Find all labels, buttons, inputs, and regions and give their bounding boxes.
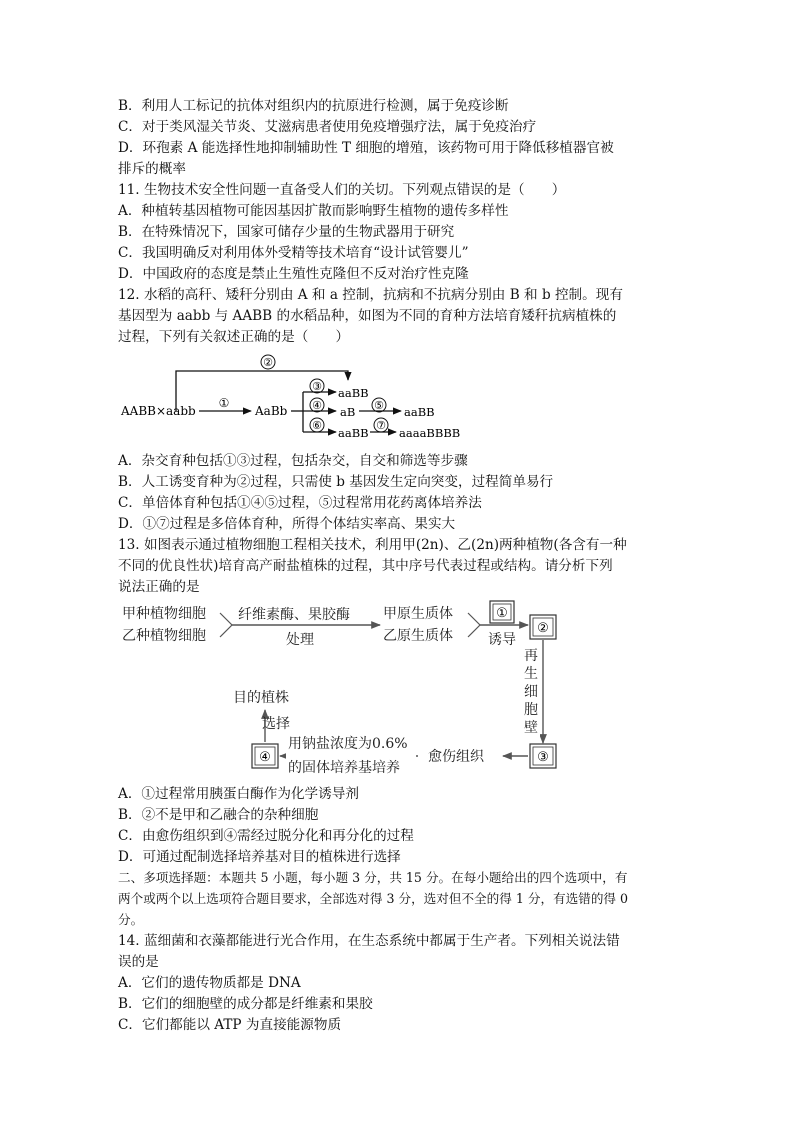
result-4: aB — [340, 405, 356, 419]
box-2: ② — [537, 621, 549, 636]
label-7: ⑦ — [376, 419, 386, 432]
cell-a-label: 甲种植物细胞 — [122, 606, 206, 622]
q12-option-d: D．①⑦过程是多倍体育种，所得个体结实率高、果实大 — [118, 516, 456, 532]
regen-char-2: 生 — [524, 666, 538, 682]
section2-line3: 分。 — [118, 912, 144, 927]
target-plant-label: 目的植株 — [233, 690, 289, 706]
result-7: aaaaBBBB — [399, 426, 461, 440]
enzyme-label: 纤维素酶、果胶酶 — [238, 607, 350, 623]
q14-stem-line2: 误的是 — [118, 954, 159, 970]
label-5: ⑤ — [374, 399, 384, 412]
q13-option-a: A．①过程常用胰蛋白酶作为化学诱导剂 — [118, 786, 359, 802]
result-3: aaBB — [338, 386, 369, 400]
q13-stem-line3: 说法正确的是 — [118, 579, 200, 595]
process-label: 处理 — [286, 632, 314, 648]
cell-b-label: 乙种植物细胞 — [122, 628, 206, 644]
regen-char-5: 壁 — [524, 720, 538, 736]
q13-option-c: C．由愈伤组织到④需经过脱分化和再分化的过程 — [118, 828, 414, 844]
q13-stem-line2: 不同的优良性状)培育高产耐盐植株的过程，其中序号代表过程或结构。请分析下列 — [118, 558, 613, 574]
q14-option-b: B．它们的细胞壁的成分都是纤维素和果胶 — [118, 996, 373, 1012]
protoplast-a-label: 甲原生质体 — [383, 606, 453, 622]
protoplast-b-label: 乙原生质体 — [383, 628, 453, 644]
q13-option-d: D．可通过配制选择培养基对目的植株进行选择 — [118, 849, 401, 865]
induce-label: 诱导 — [488, 632, 516, 648]
q10-option-c: C．对于类风湿关节炎、艾滋病患者使用免疫增强疗法，属于免疫治疗 — [118, 119, 537, 135]
select-label: 选择 — [262, 716, 290, 732]
label-2: ② — [263, 356, 273, 369]
q10-option-d-line2: 排斥的概率 — [118, 161, 186, 177]
regen-char-3: 细 — [524, 684, 538, 700]
regen-char-4: 胞 — [524, 702, 538, 718]
section2-line2: 两个或两个以上选项符合题目要求，全部选对得 3 分，选对但不全的得 1 分，有选错的得 0 — [118, 891, 629, 906]
q12-option-b: B．人工诱变育种为②过程，只需使 b 基因发生定向突变，过程简单易行 — [118, 474, 554, 490]
q12-stem-line3: 过程，下列有关叙述正确的是（ ） — [118, 329, 350, 345]
q12-stem-line2: 基因型为 aabb 与 AABB 的水稻品种，如图为不同的育种方法培育矮秆抗病植株的 — [118, 308, 617, 324]
q12-option-c: C．单倍体育种包括①④⑤过程，⑤过程常用花药离体培养法 — [118, 495, 482, 511]
label-4: ④ — [312, 399, 322, 412]
q11-option-b: B．在特殊情况下，国家可储存少量的生物武器用于研究 — [118, 224, 455, 240]
q10-option-b: B．利用人工标记的抗体对组织内的抗原进行检测，属于免疫诊断 — [118, 98, 509, 114]
regen-char-1: 再 — [524, 648, 538, 664]
parents-label: AABB×aabb — [121, 404, 196, 418]
breeding-diagram — [118, 350, 478, 446]
cell-engineering-diagram — [118, 598, 568, 778]
callus-label: 愈伤组织 — [428, 749, 484, 765]
culture-line2: 的固体培养基培养 — [288, 760, 400, 776]
label-6: ⑥ — [312, 419, 322, 432]
q10-option-d-line1: D．环孢素 A 能选择性地抑制辅助性 T 细胞的增殖，该药物可用于降低移植器官被 — [118, 140, 614, 156]
result-5: aaBB — [404, 405, 435, 419]
q13-stem-line1: 13. 如图表示通过植物细胞工程相关技术，利用甲(2n)、乙(2n)两种植物(各含有一种 — [118, 537, 627, 553]
q14-option-c: C．它们都能以 ATP 为直接能源物质 — [118, 1017, 342, 1033]
q12-option-a: A．杂交育种包括①③过程，包括杂交，自交和筛选等步骤 — [118, 453, 468, 469]
q13-option-b: B．②不是甲和乙融合的杂种细胞 — [118, 807, 319, 823]
box-1: ① — [496, 606, 508, 621]
label-3: ③ — [312, 380, 322, 393]
box-3: ③ — [537, 750, 549, 765]
section2-line1: 二、多项选择题：本题共 5 小题，每小题 3 分，共 15 分。在每小题给出的四个选项中，有 — [118, 870, 628, 885]
f1-label: AaBb — [255, 404, 288, 418]
q11-option-d: D．中国政府的态度是禁止生殖性克隆但不反对治疗性克隆 — [118, 266, 469, 282]
q11-option-a: A．种植转基因植物可能因基因扩散而影响野生植物的遗传多样性 — [118, 203, 509, 219]
box-4: ④ — [259, 750, 271, 765]
q14-stem-line1: 14. 蓝细菌和衣藻都能进行光合作用，在生态系统中都属于生产者。下列相关说法错 — [118, 933, 620, 949]
culture-line1: 用钠盐浓度为0.6% — [288, 736, 408, 752]
q12-stem-line1: 12. 水稻的高秆、矮秆分别由 A 和 a 控制，抗病和不抗病分别由 B 和 b 控制。现有 — [118, 287, 623, 303]
q14-option-a: A．它们的遗传物质都是 DNA — [118, 975, 301, 991]
label-1: ① — [218, 396, 230, 410]
q11-option-c: C．我国明确反对利用体外受精等技术培育“设计试管婴儿” — [118, 245, 469, 261]
result-6: aaBB — [338, 426, 369, 440]
q11-stem: 11. 生物技术安全性问题一直备受人们的关切。下列观点错误的是（ ） — [118, 182, 566, 198]
